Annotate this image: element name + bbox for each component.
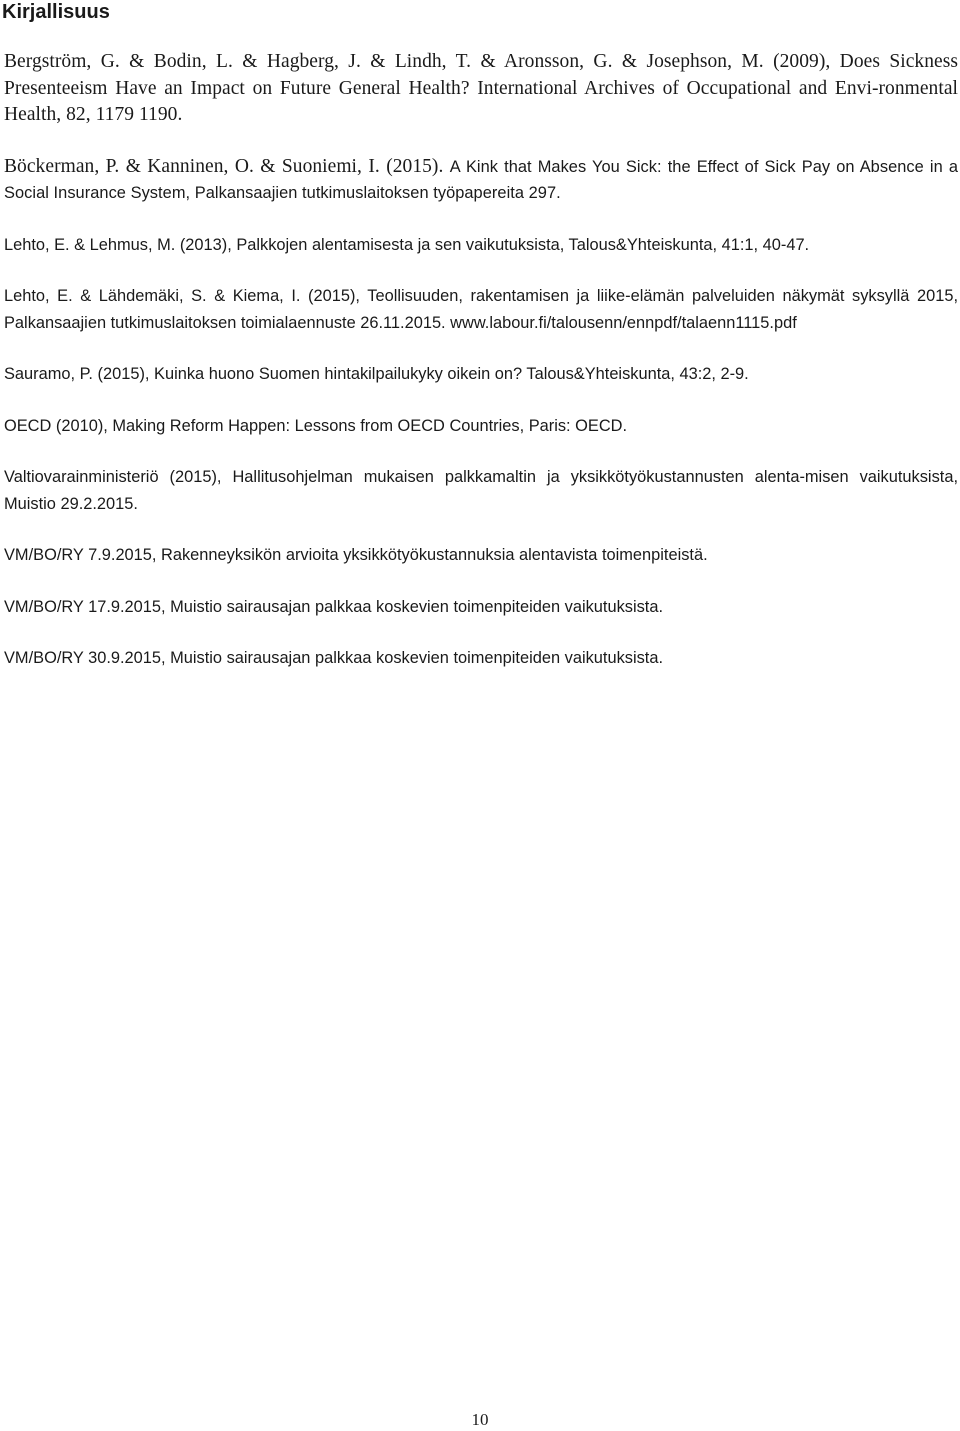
reference-item: [4, 464, 958, 517]
reference-text: Valtiovarainministeriö (2015), Hallitusohjelman mukaisen palkkamaltin ja yksikkötyökustannusten alenta-misen vaikutuksista, Muistio 29.2.2015.: [4, 468, 958, 513]
reference-text: VM/BO/RY 17.9.2015, Muistio sairausajan palkkaa koskevien toimenpiteiden vaikutuksista.: [4, 597, 664, 616]
reference-item: [4, 413, 958, 440]
reference-item: [4, 361, 958, 388]
reference-text: VM/BO/RY 30.9.2015, Muistio sairausajan palkkaa koskevien toimenpiteiden vaikutuksista.: [4, 649, 664, 667]
reference-item: [4, 283, 958, 336]
page-number: 10: [471, 1410, 489, 1429]
page-heading: Kirjallisuus: [2, 1, 110, 23]
reference-text: Sauramo, P. (2015), Kuinka huono Suomen hintakilpailukyky oikein on? Talous&Yhteiskunta, 43:2, 2-9.: [4, 365, 749, 383]
reference-item: [4, 154, 958, 207]
reference-text: Böckerman, P. & Kanninen, O. & Suoniemi, I. (2015).: [4, 155, 450, 177]
reference-text: Lehto, E. & Lehmus, M. (2013), Palkkojen alentamisesta ja sen vaikutuksista, Talous&Yhteiskunta, 41:1, 40-47.: [4, 235, 810, 254]
reference-text: VM/BO/RY 7.9.2015, Rakenneyksikön arvioita yksikkötyökustannuksia alentavista toimenpiteistä.: [4, 546, 708, 564]
reference-text: OECD (2010), Making Reform Happen: Lessons from OECD Countries, Paris: OECD.: [4, 416, 628, 435]
reference-item: [4, 232, 958, 259]
reference-text: Lehto, E. & Lähdemäki, S. & Kiema, I. (2015), Teollisuuden, rakentamisen ja liike-elämän palveluiden näkymät syksyllä 2015, Palkansaajien tutkimuslaitoksen toimialaennuste 26.11.2015. www.labour.fi/talousenn/ennpdf/talaenn1115.pdf: [4, 287, 958, 332]
reference-text: Bergström, G. & Bodin, L. & Hagberg, J. & Lindh, T. & Aronsson, G. & Josephson, M. (2009), Does Sickness Presenteeism Have an Impact on Future General Health? International Archives of Occupational and Envi-ronmental Health, 82, 1179 1190.: [4, 51, 958, 125]
reference-item: [4, 645, 958, 672]
reference-text-continued: A Kink that Makes You Sick: the Effect of Sick Pay on Absence in a Social Insurance System, Palkansaajien tutkimuslaitoksen työpapereita 297.: [4, 157, 958, 202]
reference-item: [4, 542, 958, 569]
reference-item: [4, 594, 958, 621]
reference-item: [4, 49, 958, 129]
reference-list: [4, 49, 958, 672]
